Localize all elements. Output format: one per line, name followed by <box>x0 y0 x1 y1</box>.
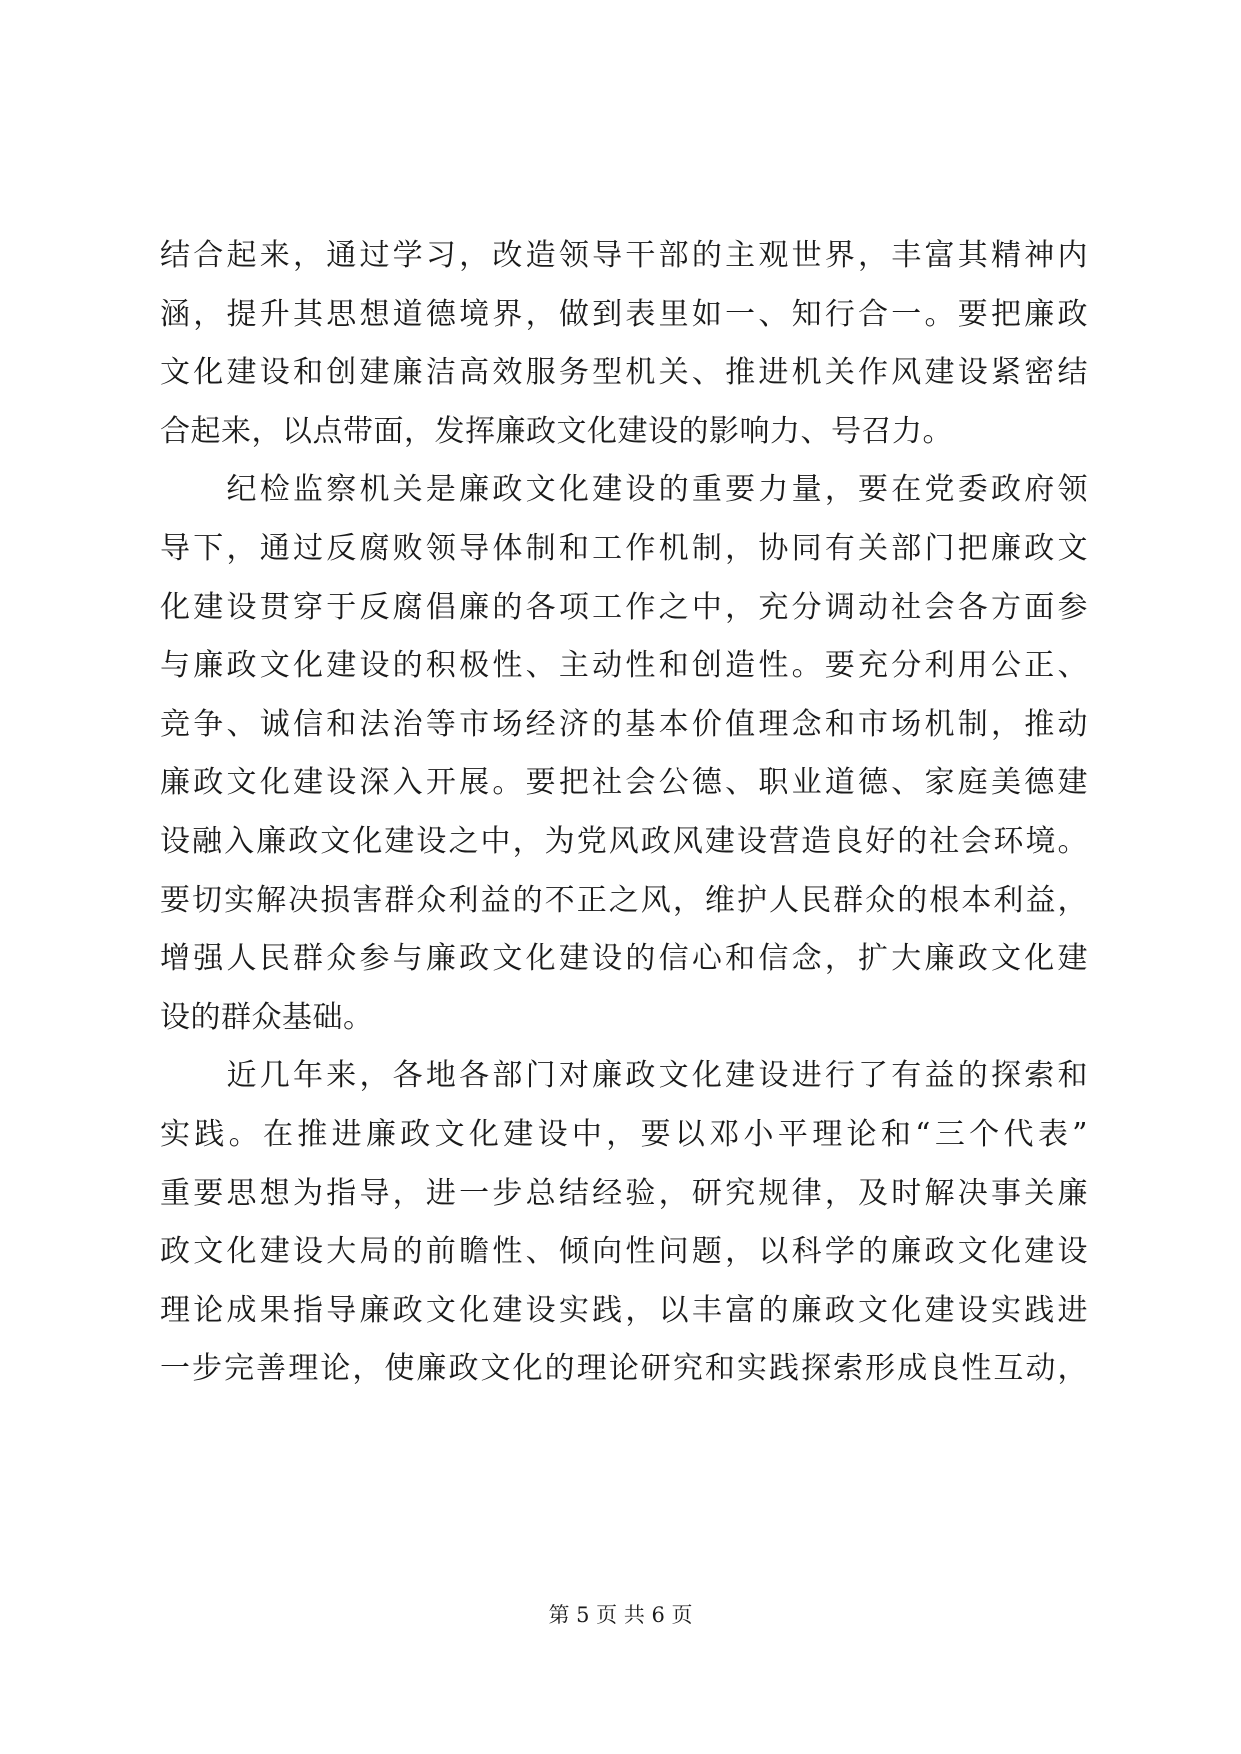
text-line: 设的群众基础。 <box>160 999 374 1035</box>
text-line: 重要思想为指导，进一步总结经验，研究规律，及时解决事关廉 <box>160 1175 1088 1211</box>
text-line: 文化建设和创建廉洁高效服务型机关、推进机关作风建设紧密结 <box>160 355 1088 391</box>
text-line: 设融入廉政文化建设之中，为党风政风建设营造良好的社会环境。 <box>160 823 1088 859</box>
text-line: 一步完善理论，使廉政文化的理论研究和实践探索形成良性互动， <box>160 1351 1088 1387</box>
text-line: 要切实解决损害群众利益的不正之风，维护人民群众的根本利益， <box>160 882 1088 918</box>
text-line: 增强人民群众参与廉政文化建设的信心和信念，扩大廉政文化建 <box>160 941 1088 977</box>
text-line: 导下，通过反腐败领导体制和工作机制，协同有关部门把廉政文 <box>160 530 1088 566</box>
text-line: 廉政文化建设深入开展。要把社会公德、职业道德、家庭美德建 <box>160 765 1088 801</box>
text-line: 与廉政文化建设的积极性、主动性和创造性。要充分利用公正、 <box>160 648 1088 684</box>
body-text <box>160 227 1088 1399</box>
text-line: 近几年来，各地各部门对廉政文化建设进行了有益的探索和 <box>160 1058 1088 1094</box>
text-line: 纪检监察机关是廉政文化建设的重要力量，要在党委政府领 <box>160 472 1088 508</box>
text-line: 竞争、诚信和法治等市场经济的基本价值理念和市场机制，推动 <box>160 706 1088 742</box>
text-line: 涵，提升其思想道德境界，做到表里如一、知行合一。要把廉政 <box>160 296 1088 332</box>
text-line: 理论成果指导廉政文化建设实践，以丰富的廉政文化建设实践进 <box>160 1292 1088 1328</box>
text-line: 实践。在推进廉政文化建设中，要以邓小平理论和“三个代表” <box>160 1116 1088 1152</box>
text-line: 结合起来，通过学习，改造领导干部的主观世界，丰富其精神内 <box>160 238 1088 273</box>
text-line: 合起来，以点带面，发挥廉政文化建设的影响力、号召力。 <box>160 413 953 449</box>
text-line: 政文化建设大局的前瞻性、倾向性问题，以科学的廉政文化建设 <box>160 1234 1088 1270</box>
text-line: 化建设贯穿于反腐倡廉的各项工作之中，充分调动社会各方面参 <box>160 589 1088 625</box>
page-number-footer: 第 5 页 共 6 页 <box>548 1603 693 1627</box>
